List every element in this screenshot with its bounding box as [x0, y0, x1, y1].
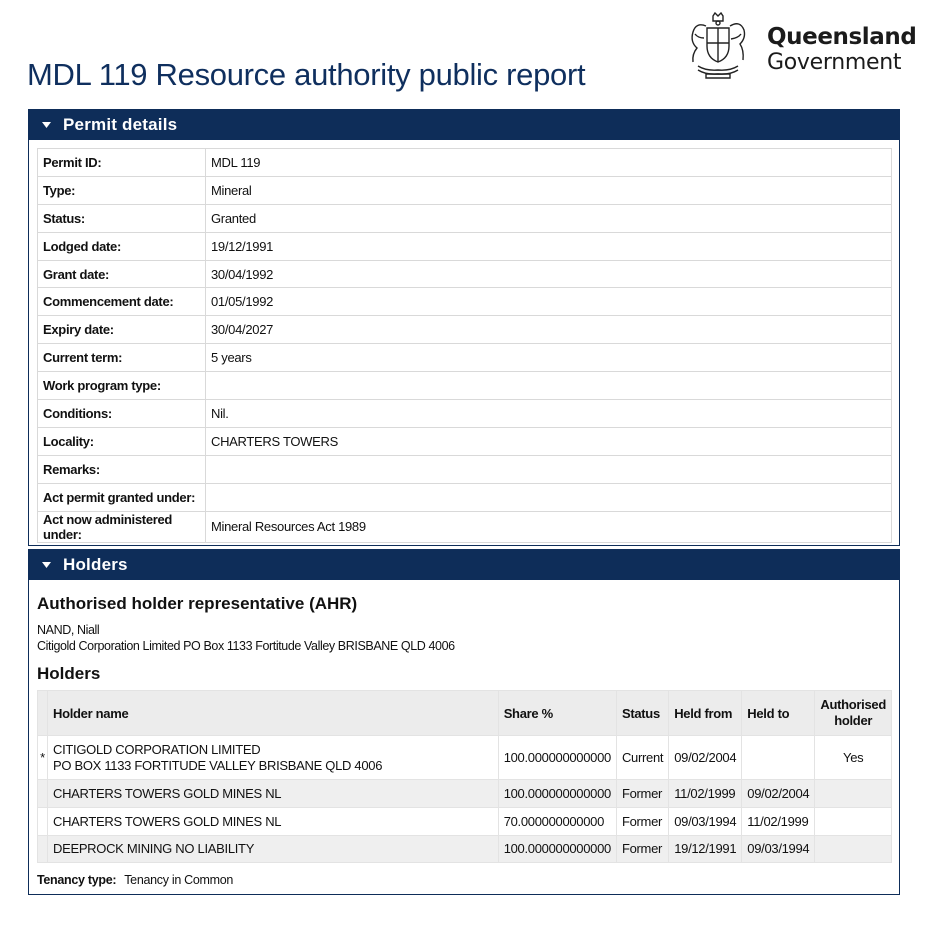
holder-name: CHARTERS TOWERS GOLD MINES NL [52, 785, 282, 801]
holders-table [37, 690, 892, 863]
holder-held-from: 19/12/1991 [669, 835, 742, 863]
column-header-held-from: Held from [669, 691, 742, 736]
holder-authorised: Yes [815, 736, 892, 780]
holders-table-header-row [38, 691, 892, 736]
column-header-held-to: Held to [742, 691, 815, 736]
holder-share: 100.000000000000 [498, 736, 616, 780]
permit-detail-label: Work program type: [38, 372, 206, 400]
holder-authorised [815, 807, 892, 835]
holder-status: Former [616, 780, 668, 808]
holder-status: Former [616, 807, 668, 835]
queensland-government-logo [686, 12, 917, 82]
permit-detail-label: Type: [38, 176, 206, 204]
permit-detail-row [38, 176, 892, 204]
holders-title: Holders [63, 555, 128, 574]
holder-authorised [815, 780, 892, 808]
holder-marker [38, 807, 48, 835]
holder-row [38, 736, 892, 780]
logo-text-queensland: Queensland [767, 24, 917, 50]
tenancy-type-value: Tenancy in Common [124, 873, 234, 887]
holder-held-to [742, 736, 815, 780]
holder-row [38, 835, 892, 863]
permit-details-panel [28, 109, 900, 546]
marker-column-header [38, 691, 48, 736]
holder-held-to: 09/02/2004 [742, 780, 815, 808]
holder-name-cell [47, 807, 498, 835]
permit-detail-row [38, 483, 892, 511]
page-title: MDL 119 Resource authority public report [27, 56, 586, 92]
holder-status: Current [616, 736, 668, 780]
permit-detail-value: 30/04/2027 [206, 316, 892, 344]
permit-detail-value: Mineral [206, 176, 892, 204]
column-header-authorised-holder: Authorised holder [815, 691, 892, 736]
holder-share: 100.000000000000 [498, 780, 616, 808]
ahr-name: NAND, Niall [37, 623, 100, 637]
permit-detail-label: Permit ID: [38, 149, 206, 177]
permit-detail-row [38, 511, 892, 542]
holder-name: CITIGOLD CORPORATION LIMITED [52, 741, 261, 757]
holder-held-from: 09/03/1994 [669, 807, 742, 835]
permit-detail-value: MDL 119 [206, 149, 892, 177]
permit-detail-label: Current term: [38, 344, 206, 372]
column-header-status: Status [616, 691, 668, 736]
holder-row [38, 780, 892, 808]
holder-share: 70.000000000000 [498, 807, 616, 835]
permit-detail-value: 19/12/1991 [206, 232, 892, 260]
holder-name-cell [47, 835, 498, 863]
permit-detail-row [38, 149, 892, 177]
permit-details-header[interactable] [29, 110, 899, 140]
holders-panel [28, 549, 900, 895]
permit-detail-row [38, 260, 892, 288]
permit-detail-row [38, 344, 892, 372]
holder-row [38, 807, 892, 835]
holder-name-cell [47, 736, 498, 780]
permit-detail-row [38, 316, 892, 344]
permit-detail-value [206, 455, 892, 483]
permit-detail-label: Remarks: [38, 455, 206, 483]
permit-detail-row [38, 455, 892, 483]
logo-text-government: Government [767, 50, 902, 75]
holders-subheading: Holders [37, 664, 101, 683]
collapse-caret-icon[interactable] [29, 122, 63, 128]
holders-header[interactable] [29, 550, 899, 580]
coat-of-arms-icon [686, 12, 750, 80]
permit-detail-label: Grant date: [38, 260, 206, 288]
permit-detail-label: Act now administered under: [38, 511, 206, 542]
holder-held-from: 09/02/2004 [669, 736, 742, 780]
ahr-heading: Authorised holder representative (AHR) [37, 594, 358, 613]
permit-detail-label: Commencement date: [38, 288, 206, 316]
holder-status: Former [616, 835, 668, 863]
holder-held-to: 09/03/1994 [742, 835, 815, 863]
tenancy-type [37, 873, 233, 887]
permit-detail-row [38, 288, 892, 316]
permit-details-table [37, 148, 892, 543]
holder-marker: * [38, 736, 48, 780]
holder-authorised [815, 835, 892, 863]
permit-details-title: Permit details [63, 115, 178, 134]
holder-name: DEEPROCK MINING NO LIABILITY [52, 841, 255, 857]
permit-detail-value [206, 372, 892, 400]
holder-address: PO BOX 1133 FORTITUDE VALLEY BRISBANE QLD 4006 [52, 757, 383, 773]
tenancy-type-label: Tenancy type: [37, 873, 117, 887]
ahr-address: Citigold Corporation Limited PO Box 1133 Fortitude Valley BRISBANE QLD 4006 [37, 639, 455, 653]
holder-held-to: 11/02/1999 [742, 807, 815, 835]
permit-detail-value: CHARTERS TOWERS [206, 427, 892, 455]
holder-name-cell [47, 780, 498, 808]
permit-detail-label: Conditions: [38, 400, 206, 428]
permit-detail-row [38, 400, 892, 428]
permit-detail-value: 01/05/1992 [206, 288, 892, 316]
holder-marker [38, 780, 48, 808]
permit-detail-label: Locality: [38, 427, 206, 455]
permit-detail-value [206, 483, 892, 511]
permit-detail-label: Act permit granted under: [38, 483, 206, 511]
column-header-share: Share % [498, 691, 616, 736]
column-header-holder-name: Holder name [47, 691, 498, 736]
holder-marker [38, 835, 48, 863]
collapse-caret-icon[interactable] [29, 562, 63, 568]
permit-detail-value: Granted [206, 204, 892, 232]
permit-detail-row [38, 427, 892, 455]
permit-detail-row [38, 372, 892, 400]
permit-detail-value: 30/04/1992 [206, 260, 892, 288]
permit-detail-label: Lodged date: [38, 232, 206, 260]
permit-detail-value: Nil. [206, 400, 892, 428]
permit-detail-label: Status: [38, 204, 206, 232]
permit-detail-value: 5 years [206, 344, 892, 372]
permit-detail-row [38, 204, 892, 232]
holder-share: 100.000000000000 [498, 835, 616, 863]
permit-detail-label: Expiry date: [38, 316, 206, 344]
permit-detail-value: Mineral Resources Act 1989 [206, 511, 892, 542]
permit-detail-row [38, 232, 892, 260]
holder-name: CHARTERS TOWERS GOLD MINES NL [52, 813, 282, 829]
holder-held-from: 11/02/1999 [669, 780, 742, 808]
